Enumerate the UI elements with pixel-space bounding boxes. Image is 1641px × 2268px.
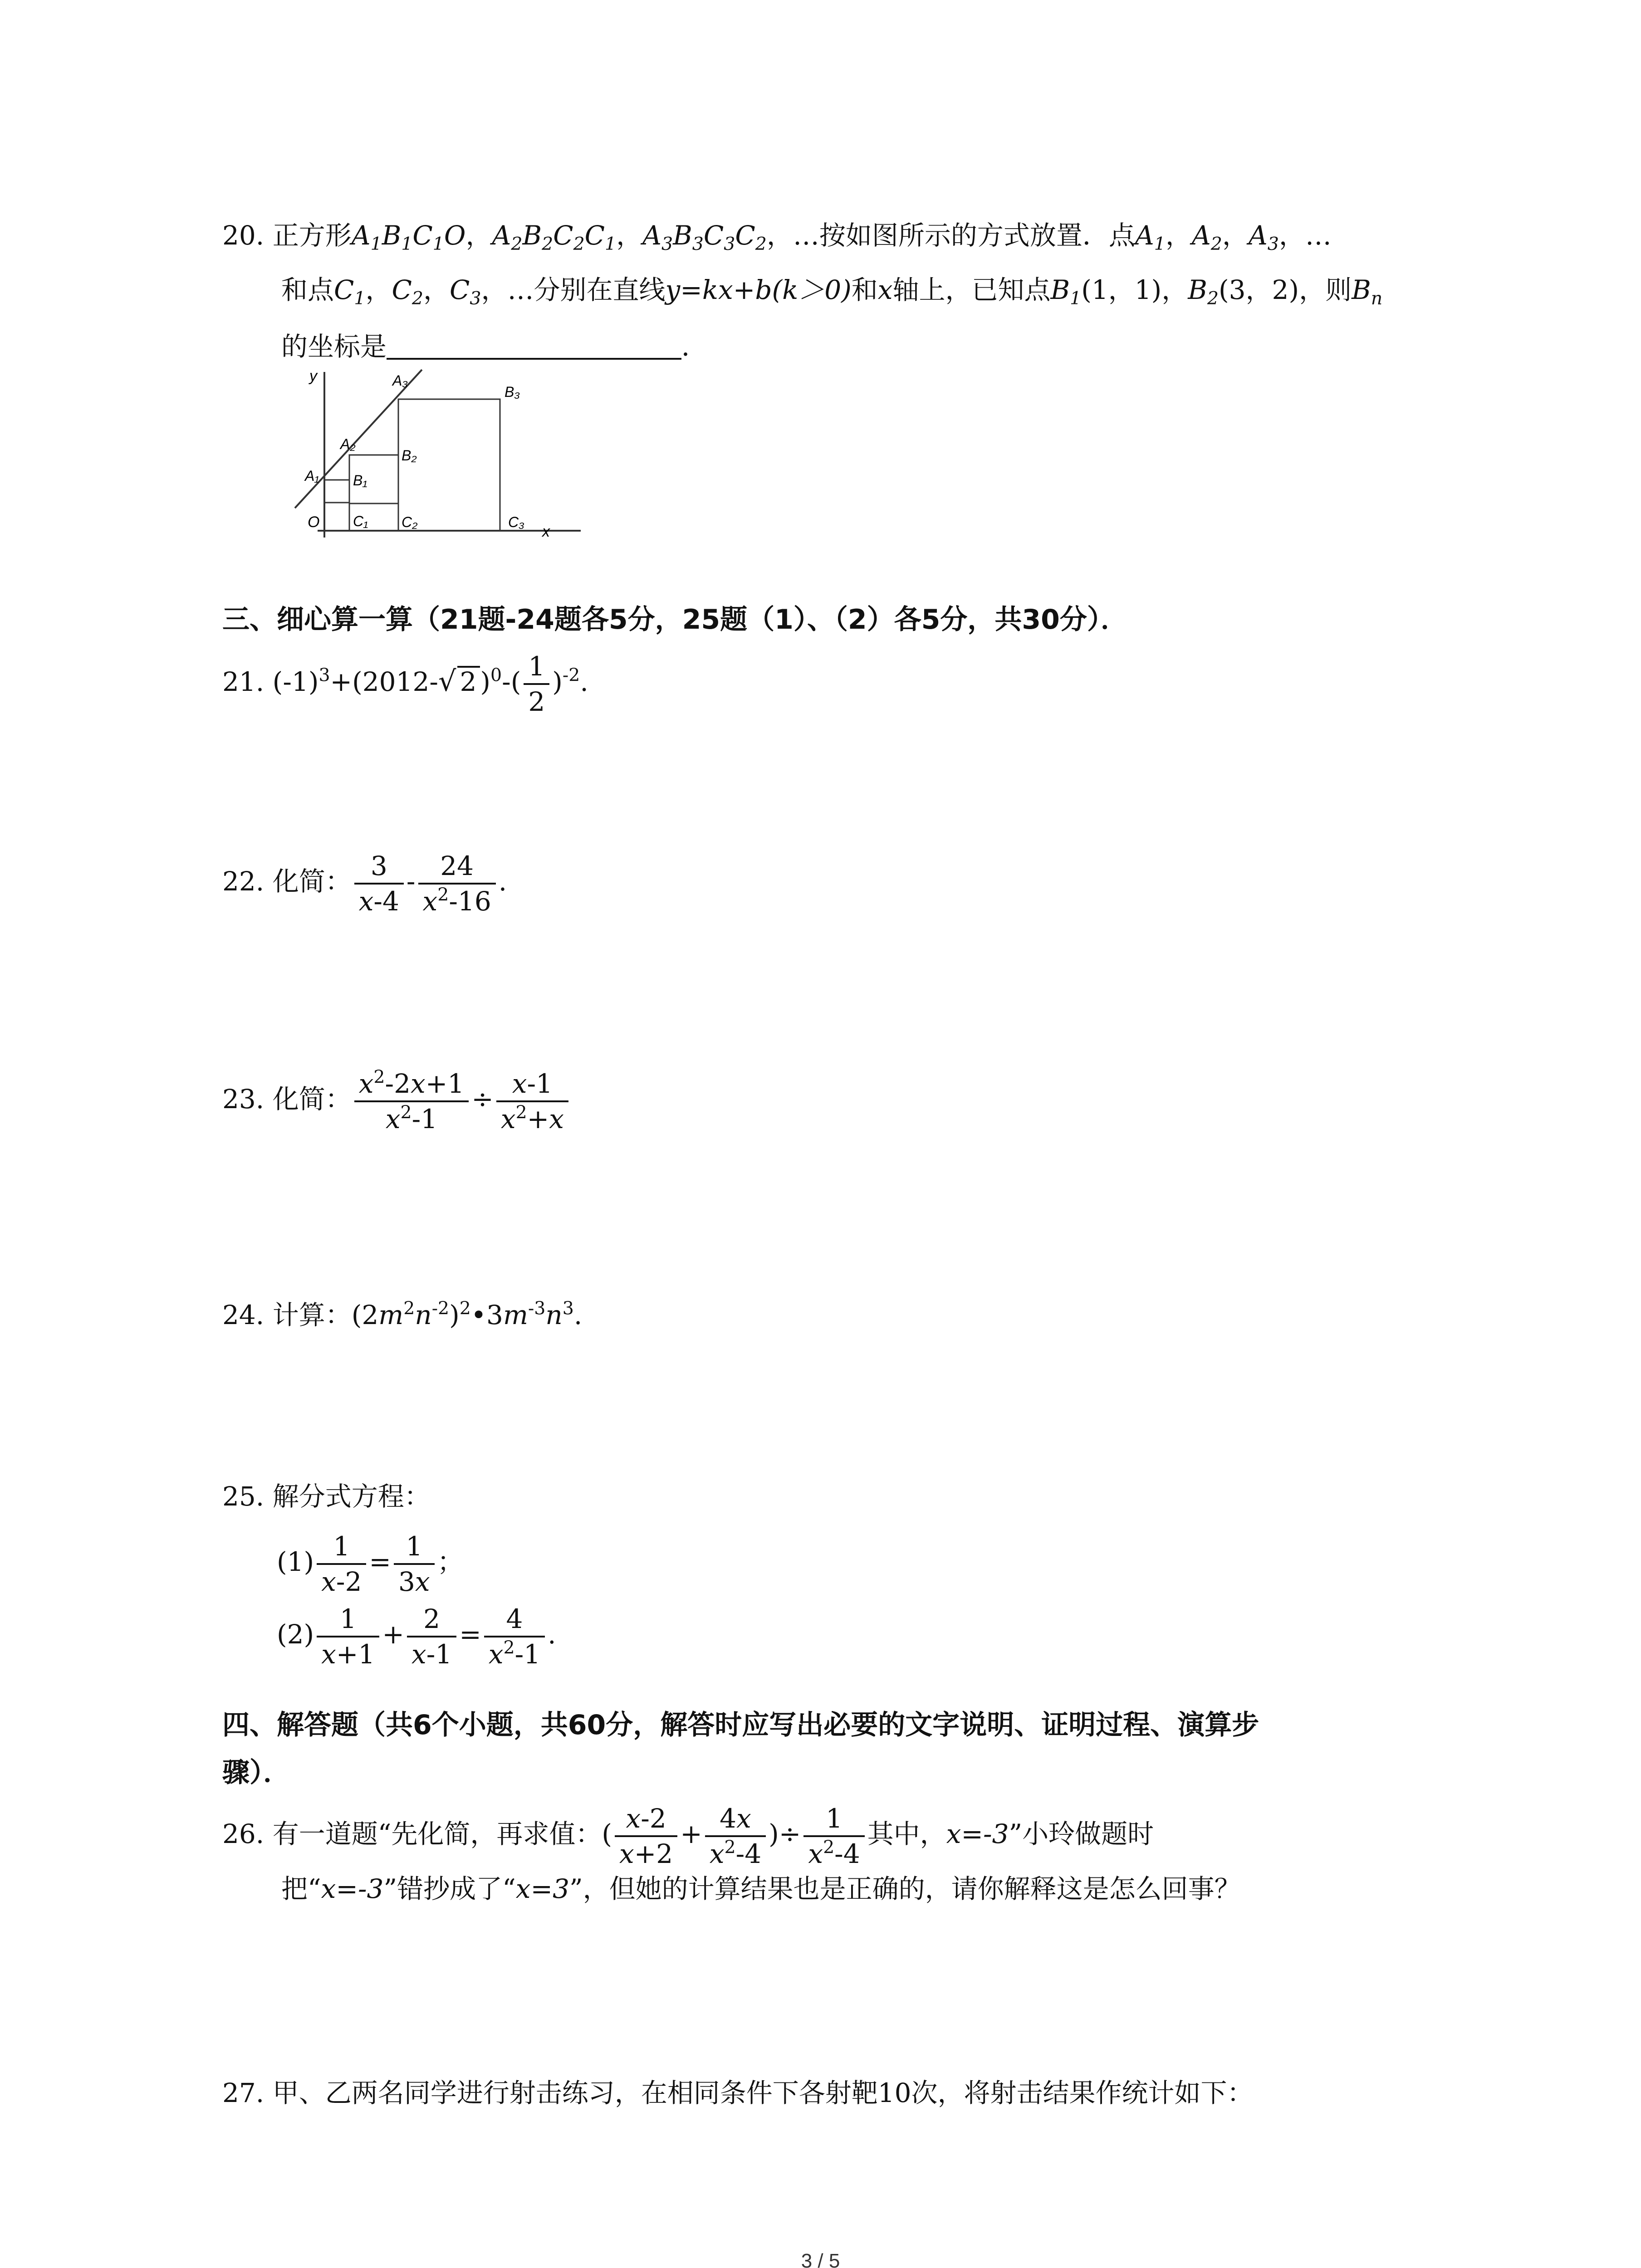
question-27: 27. 甲、乙两名同学进行射击练习，在相同条件下各射靶10次，将射击结果作统计如下： (222, 2077, 1254, 2108)
question-23: 23. 化简： $\frac{x^2-2x+1}{x^2-1}$ ÷ $\frac{x-1}{x^2+x}$ (222, 1070, 571, 1132)
label-C2: C₂ (402, 514, 418, 530)
question-20-line-2: 和点$C_1$，$C_2$，$C_3$，…分别在直线y=kx+b(k＞0)和x轴上，已知点$B_1(1$，1)，$B_2(3$，2)，则$B_n$ (281, 274, 1383, 309)
question-26-line-2: 把“x=-3”错抄成了“x=3”，但她的计算结果也是正确的，请你解释这是怎么回事？ (281, 1873, 1241, 1904)
label-C1: C₁ (353, 513, 368, 529)
page-number: 3 / 5 (801, 2250, 840, 2268)
question-22: 22. 化简： $\frac{3}{x-4}$ - $\frac{24}{x^2-16}$ . (222, 850, 507, 917)
label-y: y (309, 367, 317, 385)
question-26: 26. 有一道题“先化简，再求值：( $\frac{x-2}{x+2}$ + $\frac{4x}{x^2-4}$ )÷ $\frac{1}{x^2-4}$ 其中，x=-3”小玲做题时 (222, 1803, 1154, 1869)
question-number: 20. (222, 220, 265, 251)
section-3-title: 三、细心算一算（21题-24题各5分，25题（1）、（2）各5分，共30分）． (222, 604, 1128, 635)
question-25-part-1: (1) $\frac{1}{x-2}$ = $\frac{1}{3x}$ ； (277, 1531, 464, 1597)
question-24: 24. 计算：$(2m^2n^{-2})^2•3m^{-3}n^3$. (222, 1298, 583, 1330)
label-B2: B₂ (402, 447, 417, 464)
label-O: O (308, 513, 320, 531)
label-B1: B₁ (353, 472, 367, 489)
label-A1: A₁ (305, 468, 319, 484)
label-B3: B₃ (505, 384, 520, 400)
label-A3: A₃ (392, 372, 408, 389)
label-A2: A₂ (340, 436, 356, 452)
answer-blank[interactable] (387, 334, 681, 360)
question-25-part-2: (2) $\frac{1}{x+1}$ + $\frac{2}{x-1}$ = $\frac{4}{x^2-1}$ . (277, 1603, 556, 1670)
section-4-title-line-2: 骤）． (222, 1757, 290, 1789)
section-4-title: 四、解答题（共6个小题，共60分，解答时应写出必要的文字说明、证明过程、演算步 (222, 1709, 1259, 1741)
squares-figure (272, 363, 590, 544)
question-21: 21. $(-1)^3+(2012-√$ 2 )$^0$-( $\frac{1}{2}$ )$^{-2}$. (222, 651, 588, 717)
question-25: 25. 解分式方程： (222, 1481, 431, 1512)
label-C3: C₃ (508, 514, 524, 530)
label-x: x (542, 523, 550, 540)
question-20-line-3: 的坐标是 ． (281, 331, 708, 362)
question-20: 20. 正方形$A_1B_1C_1O$，$A_2B_2C_2C_1$，$A_3B_3C_3C_2$，…按如图所示的方式放置．点$A_1$，$A_2$，$A_3$，… (222, 220, 1332, 254)
